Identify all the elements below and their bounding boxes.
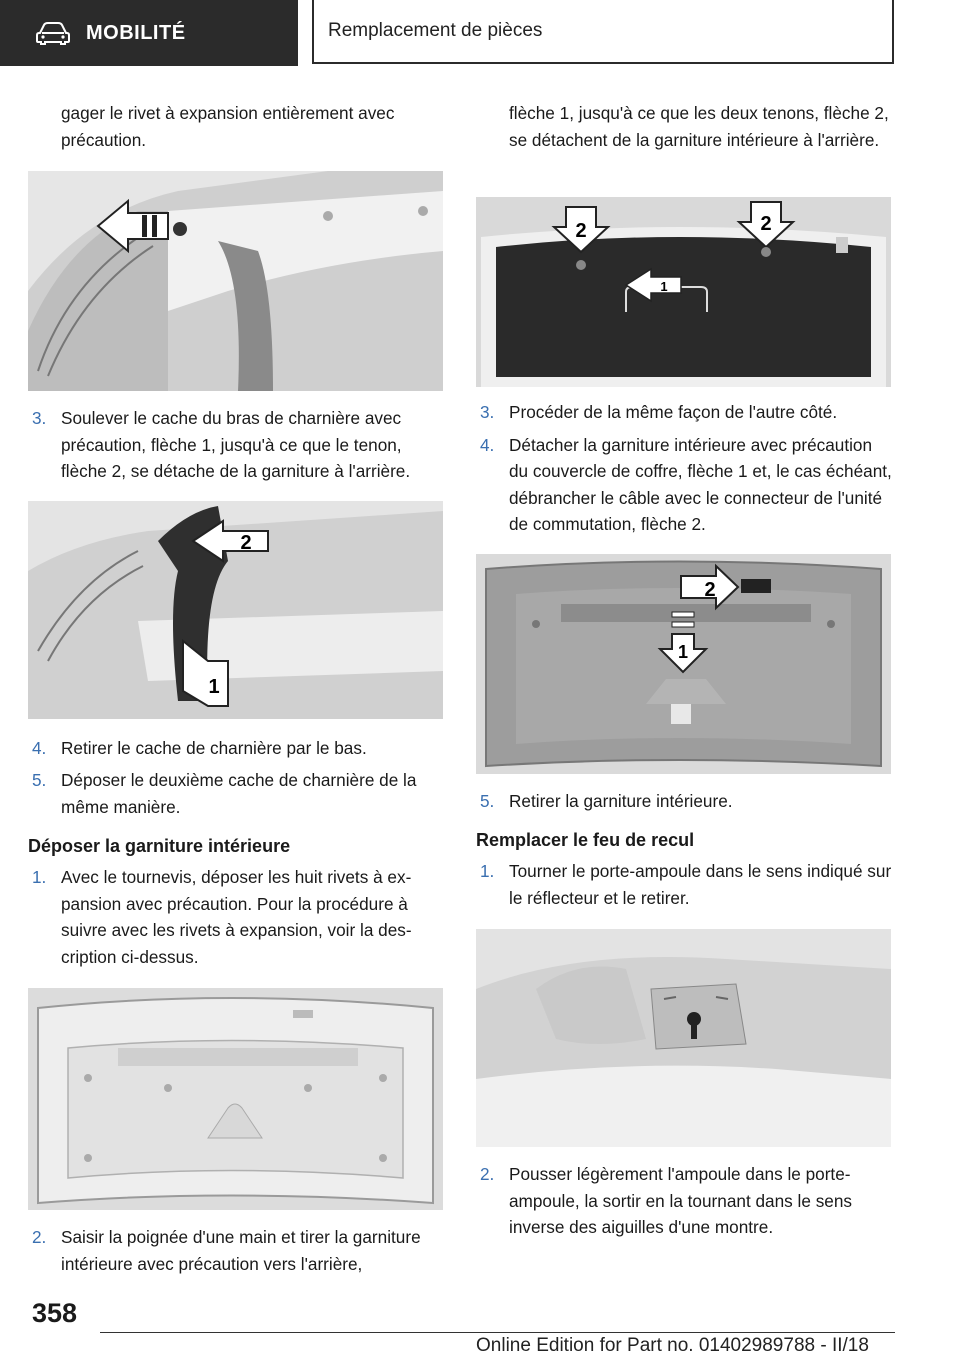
- figure-hinge-cover: [28, 501, 443, 719]
- figure-label: 1: [677, 641, 689, 662]
- list-item: 1. Tourner le porte-ampoule dans le sens indiqué sur le réflecteur et le retirer.: [480, 861, 892, 908]
- figure-label: 1: [208, 675, 220, 698]
- list-item: 5. Déposer le deuxième cache de charnière de la même manière.: [32, 770, 417, 817]
- right-column: [476, 100, 894, 1247]
- figure-label: 1: [660, 279, 668, 294]
- left-column: [28, 100, 446, 1283]
- list-item: 4. Retirer le cache de charnière par le bas.: [32, 737, 367, 758]
- steps-list-g: [476, 858, 894, 911]
- footer-divider: [100, 1332, 895, 1333]
- section-tab: [0, 0, 298, 66]
- list-item: 2. Saisir la poignée d'une main et tirer la garniture intérieure avec précaution vers l'arrière,: [32, 1227, 421, 1274]
- chapter-title-box: [312, 0, 894, 64]
- steps-list-b: [28, 735, 446, 821]
- figure-trunk-lid-pins: [476, 197, 891, 387]
- figure-trunk-lid-lining: [28, 988, 443, 1210]
- figure-bulb-holder: [476, 929, 891, 1147]
- steps-list-f: [476, 788, 894, 815]
- edition-footer: Online Edition for Part no. 01402989788 - II/18: [476, 1335, 869, 1356]
- steps-list-e: [476, 399, 894, 538]
- figure-label: 2: [575, 220, 587, 242]
- figure-label: 2: [240, 531, 252, 554]
- figure-trunk-lid-connector: [476, 554, 891, 774]
- steps-list-d: [28, 1224, 446, 1277]
- list-item: 3. Soulever le cache du bras de charnière avec précaution, flèche 1, jusqu'à ce que le tenon, flèche 2, se détache de la garniture à l'arrière.: [32, 408, 411, 481]
- figure-label: 2: [704, 578, 716, 601]
- list-item: 3. Procéder de la même façon de l'autre côté.: [480, 402, 838, 422]
- page-number: 358: [32, 1298, 78, 1328]
- figure-label: 2: [760, 213, 772, 235]
- section-label: MOBILITÉ: [86, 21, 186, 44]
- page-header: [0, 0, 960, 66]
- list-item: 5. Retirer la garniture intérieure.: [480, 790, 733, 811]
- section-heading: Déposer la garniture intérieure: [28, 836, 291, 856]
- steps-list-a: [28, 405, 446, 485]
- list-item: 4. Détacher la garniture intérieure avec précaution du couvercle de coffre, flèche 1 et, le cas échéant, débrancher le câble avec le connecteur de l'unité de commutation, flèche 2.: [480, 434, 892, 534]
- continuation-text: flèche 1, jusqu'à ce que les deux tenons, flèche 2, se détachent de la garniture intérieure à l'arrière.: [509, 103, 889, 150]
- list-item: 2. Pousser légèrement l'ampoule dans le porte-ampoule, la sortir en la tournant dans le sens inverse des aiguilles d'une montre.: [480, 1164, 852, 1237]
- chapter-title: Remplacement de pièces: [328, 20, 543, 41]
- steps-list-c: [28, 864, 446, 970]
- section-heading: Remplacer le feu de recul: [476, 830, 695, 850]
- intro-text: gager le rivet à expansion entièrement avec précaution.: [61, 103, 395, 150]
- list-item: 1. Avec le tournevis, déposer les huit rivets à expansion avec précaution. Pour la procédure à suivre avec les rivets à expansion, voir la description ci-dessus.: [32, 867, 412, 967]
- figure-expansion-rivet: [28, 171, 443, 391]
- steps-list-h: [476, 1161, 894, 1241]
- car-icon: [36, 21, 70, 45]
